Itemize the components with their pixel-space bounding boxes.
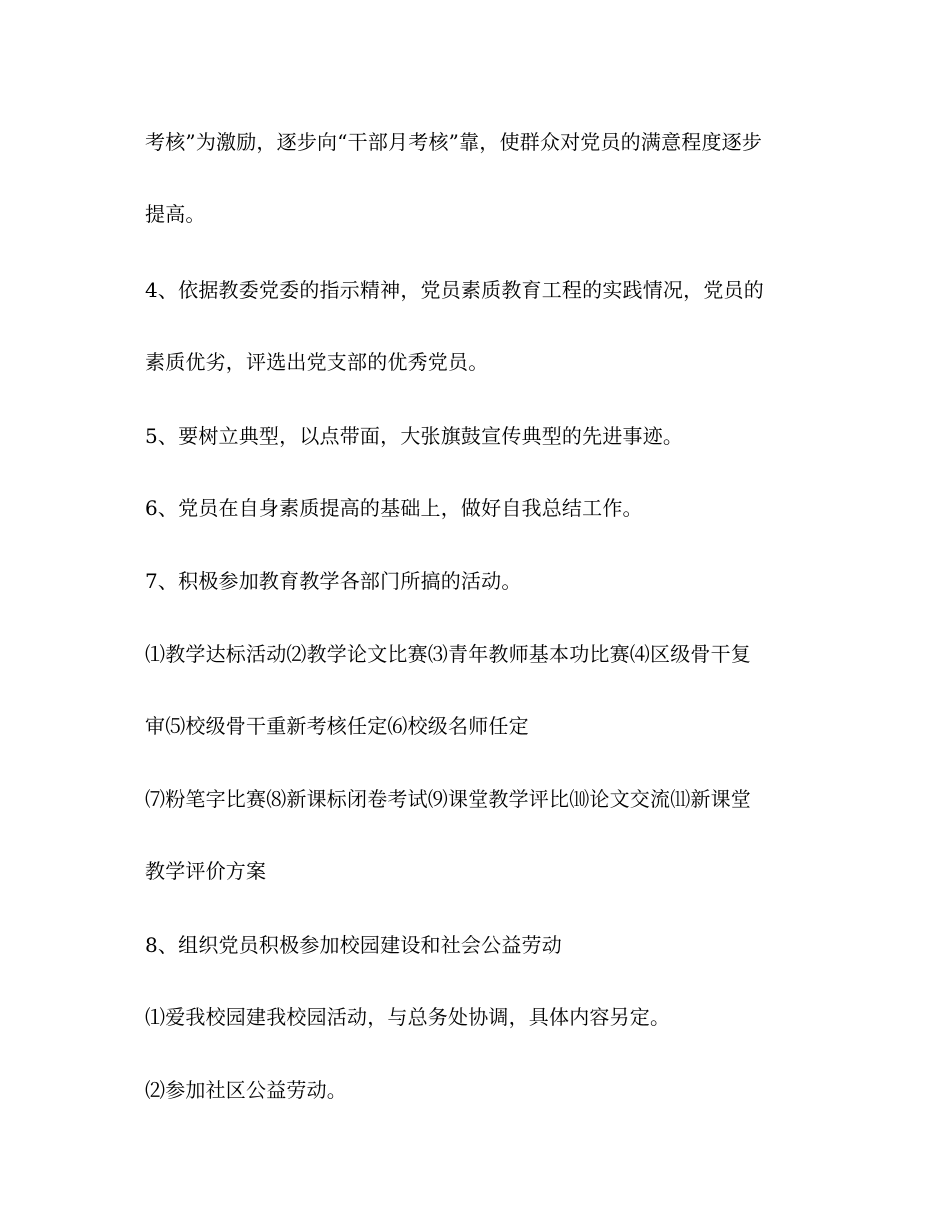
text-line: ⑵参加社区公益劳动。: [145, 1078, 347, 1102]
text-line: 5、要树立典型，以点带面，大张旗鼓宣传典型的先进事迹。: [145, 424, 684, 448]
text-line: 审⑸校级骨干重新考核任定⑹校级名师任定: [145, 714, 529, 738]
text-line: 7、积极参加教育教学各部门所搞的活动。: [145, 569, 522, 593]
text-line: 素质优劣，评选出党支部的优秀党员。: [145, 350, 489, 374]
text-line: ⑺粉笔字比赛⑻新课标闭卷考试⑼课堂教学评比⑽论文交流⑾新课堂: [145, 787, 751, 811]
text-line: 提高。: [145, 202, 206, 226]
text-line: 教学评价方案: [145, 859, 267, 883]
text-line: 8、组织党员积极参加校园建设和社会公益劳动: [145, 933, 562, 957]
text-line: 4、依据教委党委的指示精神，党员素质教育工程的实践情况，党员的: [145, 278, 764, 302]
text-line: 考核”为激励，逐步向“干部月考核”靠，使群众对党员的满意程度逐步: [145, 130, 763, 154]
text-line: 6、党员在自身素质提高的基础上，做好自我总结工作。: [145, 496, 643, 520]
text-line: ⑴教学达标活动⑵教学论文比赛⑶青年教师基本功比赛⑷区级骨干复: [145, 642, 751, 666]
text-line: ⑴爱我校园建我校园活动，与总务处协调，具体内容另定。: [145, 1005, 671, 1029]
